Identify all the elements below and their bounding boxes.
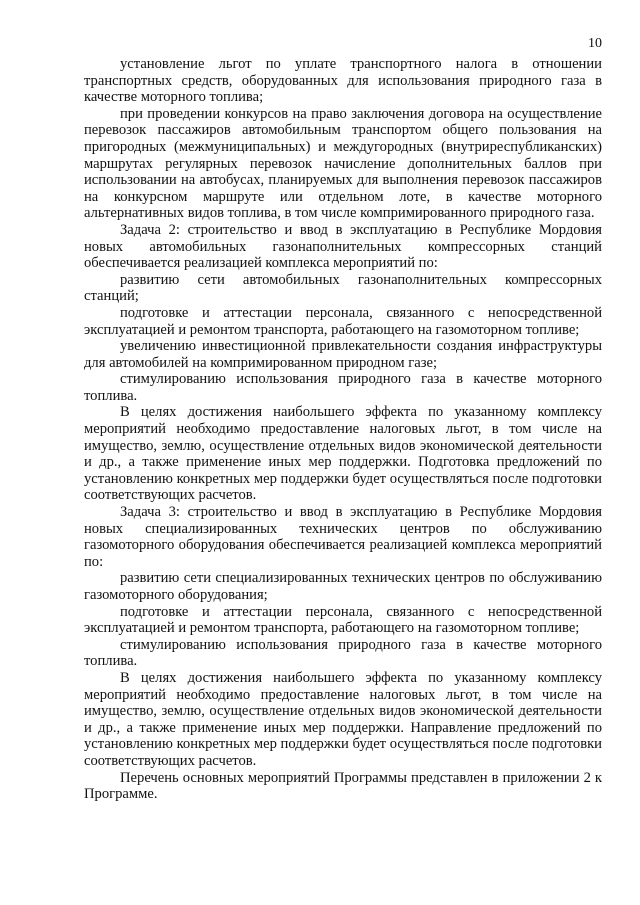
list-item-investment-attractiveness: увеличению инвестиционной привлекательности создания инфраструктуры для автомобилей на компримированном природном газе; bbox=[84, 338, 602, 371]
list-item-gas-fuel-stimulation: стимулированию использования природного газа в качестве моторного топлива. bbox=[84, 371, 602, 404]
paragraph-passenger-transport-tenders: при проведении конкурсов на право заключения договора на осуществление перевозок пассажиров автомобильным транспортом общего пользования на пригородных (межмуниципальных) и междугородных (внутриреспубликанских) маршрутах регулярных перевозок начисление дополнительных баллов при использовании на автобусах, планируемых для выполнения перевозок пассажиров на конкурсном маршруте или отдельном лоте, в качестве моторного альтернативных видов топлива, в том числе компримированного природного газа. bbox=[84, 105, 602, 222]
paragraph-program-measures-list: Перечень основных мероприятий Программы представлен в приложении 2 к Программе. bbox=[84, 769, 602, 803]
list-item-gas-fuel-stimulation-2: стимулированию использования природного газа в качестве моторного топлива. bbox=[84, 636, 602, 670]
paragraph-task-3: Задача 3: строительство и ввод в эксплуатацию в Республике Мордовия новых специализированных технических центров по обслуживанию газомоторного оборудования обеспечивается реализацией комплекса мероприятий по: bbox=[84, 504, 602, 570]
list-item-staff-training-2: подготовке и аттестации персонала, связанного с непосредственной эксплуатацией и ремонтом транспорта, работающего на газомоторном топливе; bbox=[84, 603, 602, 637]
paragraph-transport-tax-benefit: установление льгот по уплате транспортного налога в отношении транспортных средств, оборудованных для использования природного газа в качестве моторного топлива; bbox=[84, 56, 602, 106]
list-item-staff-training: подготовке и аттестации персонала, связанного с непосредственной эксплуатацией и ремонтом транспорта, работающего на газомоторном топливе; bbox=[84, 304, 602, 338]
list-item-stations-network: развитию сети автомобильных газонаполнительных компрессорных станций; bbox=[84, 271, 602, 305]
paragraph-tax-benefits-task-2: В целях достижения наибольшего эффекта по указанному комплексу мероприятий необходимо предоставление налоговых льгот, в том числе на имущество, землю, осуществление отдельных видов экономической деятельности и др., а также применение иных мер поддержки. Подготовка предложений по установлению конкретных мер поддержки будет осуществляться после подготовки соответствующих расчетов. bbox=[84, 404, 602, 504]
paragraph-task-2: Задача 2: строительство и ввод в эксплуатацию в Республике Мордовия новых автомобильных газонаполнительных компрессорных станций обеспечивается реализацией комплекса мероприятий по: bbox=[84, 221, 602, 272]
page-number: 10 bbox=[588, 36, 602, 51]
document-body bbox=[84, 56, 602, 803]
paragraph-tax-benefits-task-3: В целях достижения наибольшего эффекта по указанному комплексу мероприятий необходимо предоставление налоговых льгот, в том числе на имущество, землю, осуществление отдельных видов экономической деятельности и др., а также применение иных мер поддержки. Направление предложений по установлению конкретных мер поддержки будет осуществляться после подготовки соответствующих расчетов. bbox=[84, 669, 602, 769]
list-item-service-centers-network: развитию сети специализированных технических центров по обслуживанию газомоторного оборудования; bbox=[84, 570, 602, 603]
